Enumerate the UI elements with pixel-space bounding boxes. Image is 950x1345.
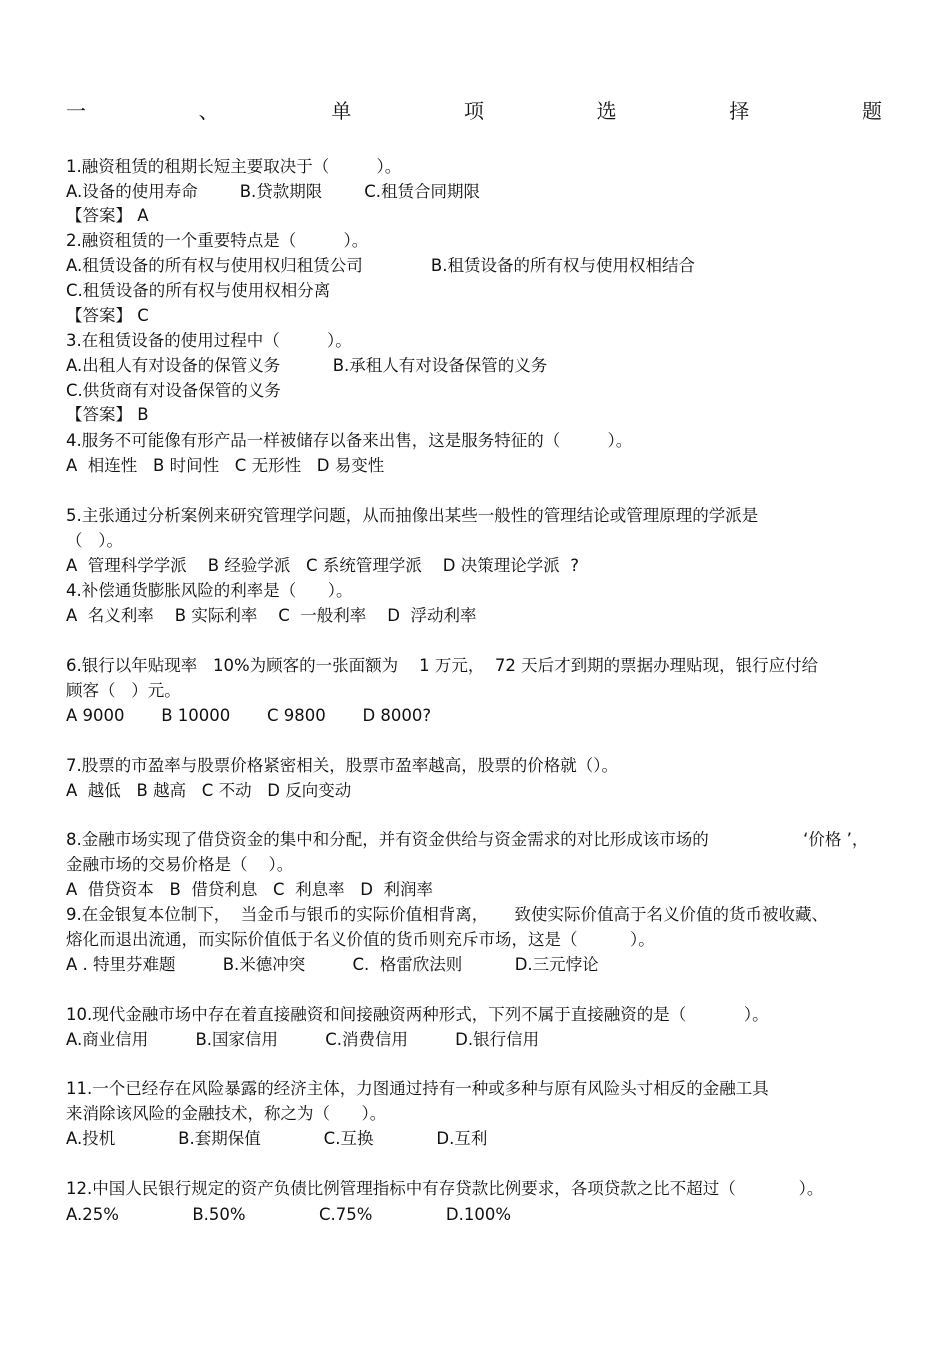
text-line: 金融市场的交易价格是（ ）。 <box>66 855 294 874</box>
text-line: A . 特里芬难题 B.米德冲突 C. 格雷欣法则 D.三元悖论 <box>66 955 599 974</box>
text-line: 4.服务不可能像有形产品一样被储存以备来出售，这是服务特征的（ ）。 <box>66 431 633 450</box>
text-line: A.出租人有对设备的保管义务 B.承租人有对设备保管的义务 <box>66 356 548 375</box>
text-line: C.租赁设备的所有权与使用权相分离 <box>66 281 331 300</box>
text-line: 4.补偿通货膨胀风险的利率是（ ）。 <box>66 581 353 600</box>
text-line: A.投机 B.套期保值 C.互换 D.互利 <box>66 1129 488 1148</box>
text-line: A 9000 B 10000 C 9800 D 8000? <box>66 706 432 725</box>
section-heading <box>66 98 882 124</box>
text-line: A.商业信用 B.国家信用 C.消费信用 D.银行信用 <box>66 1030 540 1049</box>
text-line: A.设备的使用寿命 B.贷款期限 C.租赁合同期限 <box>66 182 480 201</box>
text-line: 来消除该风险的金融技术，称之为（ ）。 <box>66 1104 387 1123</box>
text-line: 2.融资租赁的一个重要特点是（ ）。 <box>66 231 369 250</box>
heading-char: 、 <box>198 99 219 123</box>
text-line: 7.股票的市盈率与股票价格紧密相关，股票市盈率越高，股票的价格就（）。 <box>66 756 618 775</box>
text-line: A.25% B.50% C.75% D.100% <box>66 1205 512 1224</box>
text-line: 熔化而退出流通，而实际价值低于名义价值的货币则充斥市场，这是（ ）。 <box>66 930 655 949</box>
text-line: A 借贷资本 B 借贷利息 C 利息率 D 利润率 <box>66 880 433 899</box>
text-line: A 管理科学学派 B 经验学派 C 系统管理学派 D 决策理论学派 ? <box>66 556 579 575</box>
text-line: 1.融资租赁的租期长短主要取决于（ ）。 <box>66 157 402 176</box>
text-line: 8.金融市场实现了借贷资金的集中和分配，并有资金供给与资金需求的对比形成该市场的 ‘价格 ’， <box>66 830 869 849</box>
text-line: 【答案】 C <box>66 306 149 325</box>
text-line: （ ）。 <box>66 531 123 550</box>
heading-char: 单 <box>331 99 352 123</box>
text-line: 10.现代金融市场中存在着直接融资和间接融资两种形式，下列不属于直接融资的是（ ）。 <box>66 1005 769 1024</box>
text-line: 9.在金银复本位制下， 当金币与银币的实际价值相背离， 致使实际价值高于名义价值的货币被收藏、 <box>66 905 828 924</box>
heading-char: 一 <box>66 99 86 123</box>
text-line: 12.中国人民银行规定的资产负债比例管理指标中有存贷款比例要求，各项贷款之比不超过（ ）。 <box>66 1179 824 1198</box>
text-line: A 相连性 B 时间性 C 无形性 D 易变性 <box>66 456 385 475</box>
text-line: A 名义利率 B 实际利率 C 一般利率 D 浮动利率 <box>66 606 477 625</box>
heading-char: 择 <box>729 99 750 123</box>
heading-char: 选 <box>596 99 617 123</box>
text-line: A.租赁设备的所有权与使用权归租赁公司 B.租赁设备的所有权与使用权相结合 <box>66 256 695 275</box>
text-line: 5.主张通过分析案例来研究管理学问题，从而抽像出某些一般性的管理结论或管理原理的学派是 <box>66 506 759 525</box>
text-line: 【答案】 A <box>66 206 149 225</box>
heading-char: 项 <box>463 99 484 123</box>
text-line: 6.银行以年贴现率 10%为顾客的一张面额为 1 万元， 72 天后才到期的票据办理贴现，银行应付给 <box>66 656 819 675</box>
text-line: 3.在租赁设备的使用过程中（ ）。 <box>66 331 352 350</box>
text-line: 顾客（ ）元。 <box>66 681 181 700</box>
text-line: C.供货商有对设备保管的义务 <box>66 381 281 400</box>
text-line: 11.一个已经存在风险暴露的经济主体，力图通过持有一种或多种与原有风险头寸相反的金融工具 <box>66 1079 769 1098</box>
text-line: 【答案】 B <box>66 405 149 424</box>
text-line: A 越低 B 越高 C 不动 D 反向变动 <box>66 781 352 800</box>
heading-char: 题 <box>861 99 882 123</box>
